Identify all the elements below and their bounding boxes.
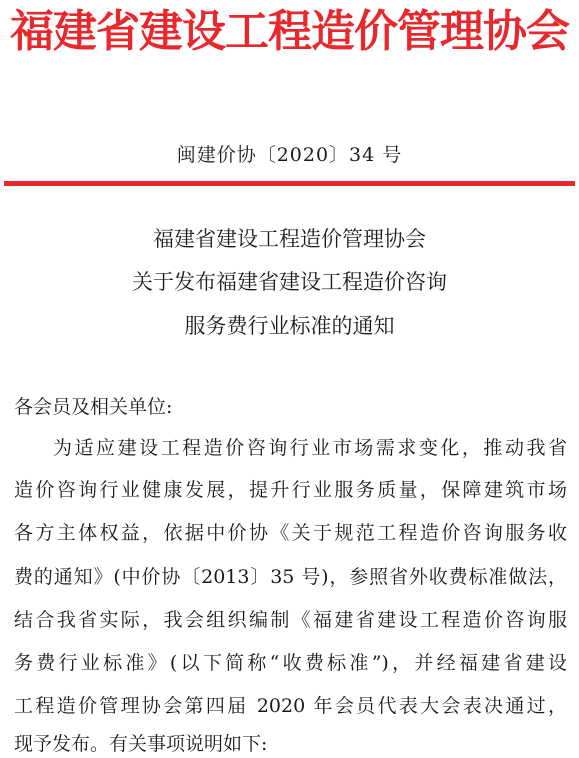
notice-title-line-1: 福建省建设工程造价管理协会 [153,227,426,251]
red-divider-line [4,181,575,186]
notice-title-line-3: 服务费行业标准的通知 [184,314,395,338]
paragraph-line: 各方主体权益，依据中价协《关于规范工程造价咨询服务收 [14,522,567,544]
paragraph-line: 结合我省实际，我会组织编制《福建省建设工程造价咨询服 [14,609,567,631]
paragraph-line: 造价咨询行业健康发展，提升行业服务质量，保障建筑市场 [14,479,567,501]
organization-header: 福建省建设工程造价管理协会 [10,6,569,57]
paragraph-line: 工程造价管理协会第四届 2020 年会员代表大会表决通过， [14,695,567,717]
paragraph-line: 现予发布。有关事项说明如下: [14,733,268,755]
document-number: 闽建价协〔2020〕34 号 [176,144,403,166]
paragraph-line: 务费行业标准》(以下简称“收费标准”)，并经福建省建设 [14,652,567,674]
paragraph-line: 为适应建设工程造价咨询行业市场需求变化，推动我省 [53,437,567,459]
salutation: 各会员及相关单位: [14,396,173,418]
paragraph-line: 费的通知》(中价协〔2013〕35 号)，参照省外收费标准做法， [14,566,567,588]
notice-title-line-2: 关于发布福建省建设工程造价咨询 [132,270,447,294]
